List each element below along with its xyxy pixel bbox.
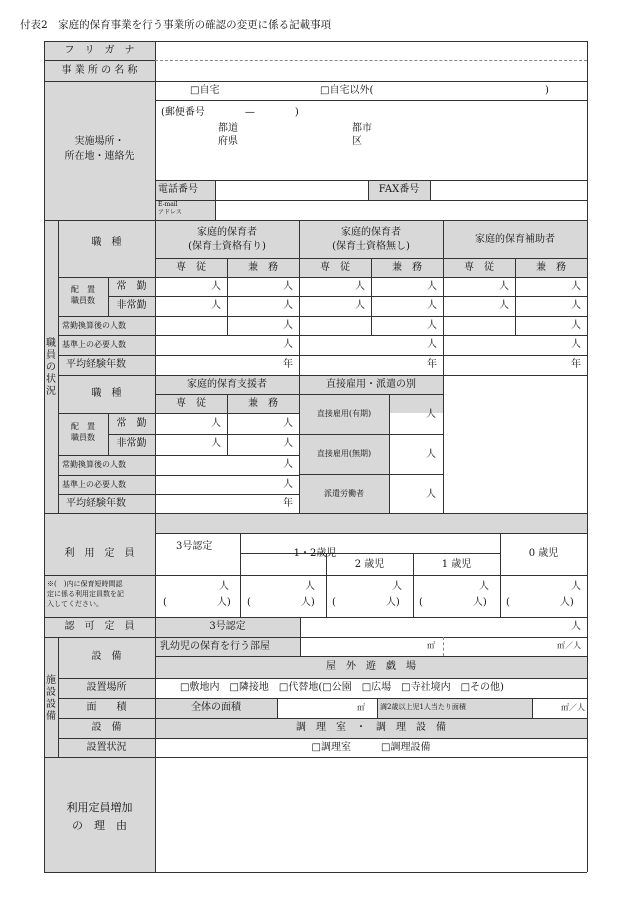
fax-label: FAX番号	[378, 184, 420, 195]
unit: 人	[571, 281, 581, 292]
age0-label: 0 歳児	[528, 548, 559, 559]
nintei3-label: 3号認定	[176, 541, 213, 552]
direct-open-label: 直接雇用(無期)	[316, 449, 372, 458]
kenmu-3: 兼 務	[536, 262, 566, 273]
per-child-label: 満2歳以上児1人当たり面積	[380, 703, 466, 711]
area-m2: ㎡	[357, 703, 365, 712]
room-m2-per: ㎡／人	[557, 641, 581, 650]
reason-label-1: 利用定員増加	[66, 801, 133, 814]
unit: 年	[283, 359, 293, 370]
cat1-line1: 家庭的保育者	[197, 227, 257, 238]
unit: 人	[355, 281, 365, 292]
per-child-m2: ㎡／人	[561, 703, 585, 712]
joukin-label-2: 常 勤	[116, 418, 147, 429]
unit: 人	[427, 320, 437, 331]
unit: 人	[283, 339, 293, 350]
hijoukin-label: 非常勤	[116, 300, 147, 311]
paren-5: ( 人)	[506, 597, 574, 608]
nintei3-label-2: 3号認定	[209, 621, 246, 632]
unit: 人	[283, 281, 293, 292]
capacity-note-2: 定に係る利用定員数を記	[47, 590, 124, 598]
place-label: 設置場所	[86, 682, 127, 693]
unit: 人	[283, 320, 293, 331]
keiken-label-2: 平均経験年数	[66, 498, 126, 509]
unit: 人	[499, 281, 509, 292]
haichi-label-2: 職員数	[71, 296, 95, 305]
setsubi-label-2: 設 備	[91, 722, 122, 733]
unit: 人	[499, 300, 509, 311]
room-label: 乳幼児の保育を行う部屋	[160, 641, 270, 652]
senju-2: 専 従	[320, 262, 350, 273]
kenmu-4: 兼 務	[248, 398, 278, 409]
cat2-line1: 家庭的保育者	[341, 227, 401, 238]
haichi-label-1: 配 置	[71, 285, 95, 294]
paren-1: ( 人)	[163, 597, 231, 608]
area-label: 面 積	[86, 702, 127, 713]
paren-3: ( 人)	[332, 597, 400, 608]
location-label-1: 実施場所・	[74, 136, 125, 147]
email-label-2: アドレス	[158, 209, 182, 216]
playground-label: 屋 外 遊 戯 場	[326, 661, 416, 672]
close-paren: )	[545, 85, 549, 96]
senju-3: 専 従	[464, 262, 494, 273]
paren-4: ( 人)	[419, 597, 487, 608]
direct-label: 直接雇用・派遣の別	[326, 379, 416, 390]
unit: 人	[219, 581, 229, 592]
facility-label: 施設設備	[46, 675, 56, 722]
todofuken-1: 都道	[218, 123, 238, 134]
unit: 人	[283, 479, 293, 490]
unit: 人	[355, 300, 365, 311]
unit: 人	[479, 581, 489, 592]
job-type-label: 職 種	[91, 237, 122, 248]
email-label-1: E-mail	[158, 201, 178, 208]
location-label-2: 所在地・連絡先	[64, 151, 135, 162]
age12-label: 1・2歳児	[293, 548, 337, 559]
shichoson-2: 区	[352, 136, 362, 147]
capacity-label: 利 用 定 員	[64, 548, 135, 559]
cat3-label: 家庭的保育補助者	[475, 234, 555, 245]
setsubi-label: 設 備	[91, 651, 122, 662]
postal-code: (郵便番号 — )	[161, 107, 299, 118]
direct-bg	[299, 413, 389, 513]
keiken-label: 平均経験年数	[66, 359, 126, 370]
unit: 人	[426, 489, 436, 500]
cap-top-bg	[44, 513, 587, 533]
unit: 人	[211, 418, 221, 429]
kenmu-2: 兼 務	[392, 262, 422, 273]
unit: 人	[571, 621, 581, 632]
haichi-label-3: 配 置	[71, 422, 95, 431]
unit: 年	[283, 498, 293, 509]
unit: 人	[211, 281, 221, 292]
unit: 人	[426, 409, 436, 420]
unit: 人	[305, 581, 315, 592]
unit: 人	[283, 300, 293, 311]
cat1-line2: (保育士資格有り)	[188, 241, 266, 252]
unit: 人	[571, 300, 581, 311]
joukin-label: 常 勤	[116, 281, 147, 292]
kenmu-1: 兼 務	[248, 262, 278, 273]
kijun-label-2: 基準上の必要人数	[62, 480, 126, 489]
kijun-label: 基準上の必要人数	[62, 340, 126, 349]
office-name-label: 事 業 所 の 名 称	[61, 65, 138, 76]
senju-1: 専 従	[176, 262, 206, 273]
kitchen-label: 調 理 室 ・ 調 理 設 備	[296, 722, 446, 733]
unit: 人	[571, 581, 581, 592]
unit: 年	[571, 359, 581, 370]
area-total-label: 全体の面積	[191, 702, 241, 713]
room-m2: ㎡	[427, 641, 435, 650]
hijoukin-label-2: 非常勤	[116, 438, 147, 449]
reason-bg	[44, 757, 155, 872]
job-type-label-2: 職 種	[91, 388, 122, 399]
age2-label: 2 歳児	[354, 559, 385, 570]
status-label: 設置状況	[86, 742, 127, 753]
unit: 人	[392, 581, 402, 592]
kansan-label-2: 常勤換算後の人数	[62, 460, 126, 469]
unit: 人	[427, 300, 437, 311]
kitchen-options[interactable]: □調理室 □調理設備	[311, 742, 431, 753]
kansan-label: 常勤換算後の人数	[62, 321, 126, 330]
unit: 人	[571, 320, 581, 331]
paren-2: ( 人)	[247, 597, 315, 608]
shichoson-1: 都市	[352, 123, 372, 134]
unit: 人	[283, 438, 293, 449]
dispatch-label: 派遣労働者	[324, 489, 364, 498]
capacity-note-3: 入してください。	[47, 600, 103, 608]
unit: 人	[211, 300, 221, 311]
unit: 人	[427, 281, 437, 292]
unit: 人	[283, 459, 293, 470]
unit: 年	[427, 359, 437, 370]
cat2-line2: (保育士資格無し)	[332, 241, 410, 252]
reason-label-2: の 理 由	[72, 819, 127, 832]
unit: 人	[571, 339, 581, 350]
senju-4: 専 従	[176, 398, 206, 409]
capacity-note-1: ※( )内に保育短時間認	[47, 580, 123, 588]
unit: 人	[426, 449, 436, 460]
home-checkbox[interactable]: □自宅	[190, 85, 220, 96]
staff-status-label: 職員の状況	[46, 338, 56, 397]
direct-fixed-label: 直接雇用(有期)	[316, 409, 372, 418]
not-home-checkbox[interactable]: □自宅以外(	[320, 85, 374, 96]
age1-label: 1 歳児	[441, 559, 472, 570]
todofuken-2: 府県	[218, 136, 238, 147]
place-options[interactable]: □敷地内 □隣接地 □代替地(□公園 □広場 □寺社境内 □その他)	[180, 682, 504, 693]
page-title: 付表2 家庭的保育事業を行う事業所の確認の変更に係る記載事項	[20, 19, 332, 31]
furigana-label: フ リ ガ ナ	[64, 45, 135, 56]
phone-label: 電話番号	[158, 184, 198, 195]
unit: 人	[283, 418, 293, 429]
unit: 人	[427, 339, 437, 350]
unit: 人	[211, 438, 221, 449]
haichi-label-4: 職員数	[71, 433, 95, 442]
approved-label: 認 可 定 員	[64, 621, 135, 632]
cat4-label: 家庭的保育支援者	[187, 379, 267, 390]
